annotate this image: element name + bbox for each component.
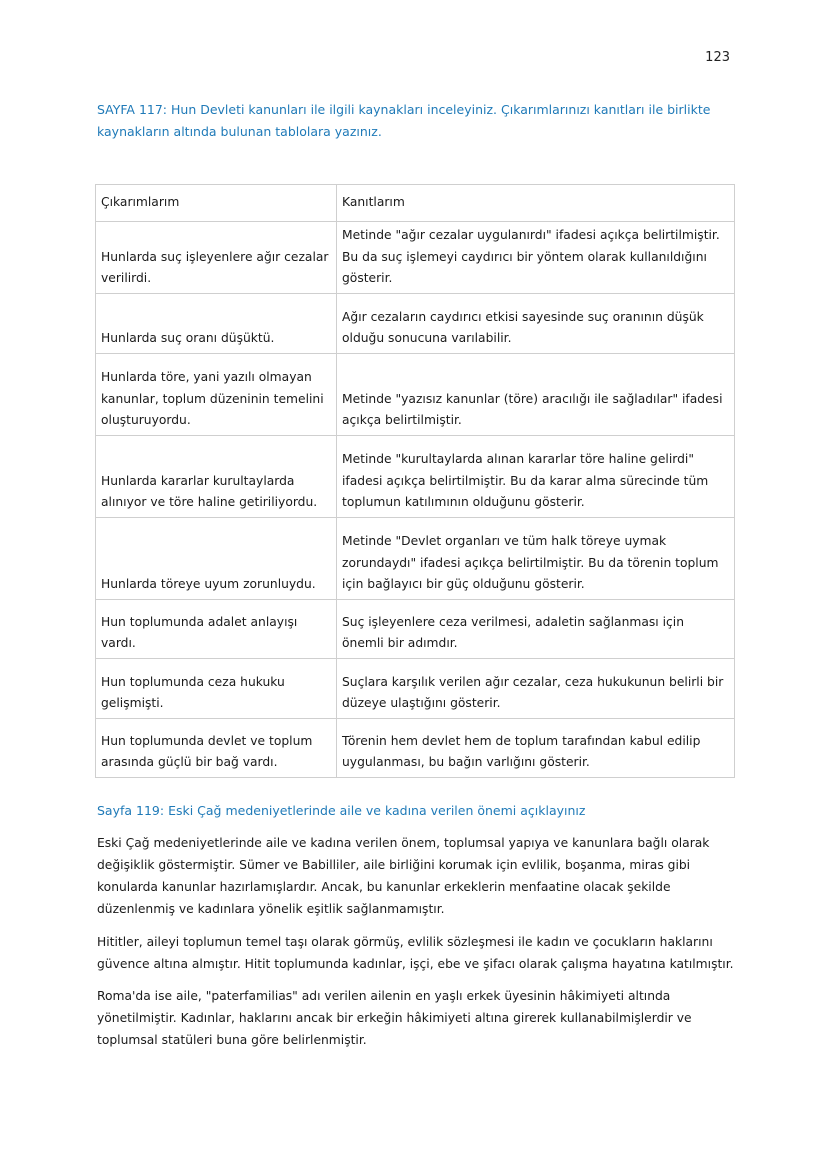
inference-cell: Hun toplumunda devlet ve toplum arasında güçlü bir bağ vardı. [96, 718, 337, 777]
page-number: 123 [705, 50, 730, 65]
table-row [96, 435, 735, 517]
inference-cell: Hunlarda kararlar kurultaylarda alınıyor ve töre haline getiriliyordu. [96, 435, 337, 517]
assignment-heading-page-119: Sayfa 119: Eski Çağ medeniyetlerinde aile ve kadına verilen önemi açıklayınız [97, 803, 586, 818]
inference-cell: Hunlarda suç işleyenlere ağır cezalar verilirdi. [96, 222, 337, 294]
evidence-cell: Suçlara karşılık verilen ağır cezalar, ceza hukukunun belirli bir düzeye ulaştığını gösterir. [337, 658, 735, 718]
evidence-cell: Metinde "kurultaylarda alınan kararlar töre haline gelirdi" ifadesi açıkça belirtilmiştir. Bu da karar alma sürecinde tüm toplumun katılımının olduğunu gösterir. [337, 435, 735, 517]
table-row [96, 599, 735, 658]
inference-cell: Hun toplumunda adalet anlayışı vardı. [96, 599, 337, 658]
paragraph: Roma'da ise aile, "paterfamilias" adı verilen ailenin en yaşlı erkek üyesinin hâkimiyeti altında yönetilmiştir. Kadınlar, haklarını ancak bir erkeğin hâkimiyeti altına girerek kullanabilmişlerdir ve toplumsal statüleri buna göre belirlenmiştir. [97, 989, 692, 1047]
inference-cell: Hun toplumunda ceza hukuku gelişmişti. [96, 658, 337, 718]
inference-cell: Hunlarda töreye uyum zorunluydu. [96, 517, 337, 599]
table-row [96, 353, 735, 435]
evidence-cell: Ağır cezaların caydırıcı etkisi sayesinde suç oranının düşük olduğu sonucuna varılabilir. [337, 293, 735, 353]
paragraph: Eski Çağ medeniyetlerinde aile ve kadına verilen önem, toplumsal yapıya ve kanunlara bağlı olarak değişiklik göstermiştir. Sümer ve Babilliler, aile birliğini korumak için evlilik, boşanma, miras gibi konularda kanunlar hazırlamışlardır. Ancak, bu kanunlar erkeklerin menfaatine olacak şekilde düzenlenmiş ve kadınlara yönelik eşitlik sağlanmamıştır. [97, 836, 710, 916]
inference-cell: Hunlarda töre, yani yazılı olmayan kanunlar, toplum düzeninin temelini oluşturuyordu. [96, 353, 337, 435]
assignment-heading-page-117: SAYFA 117: Hun Devleti kanunları ile ilgili kaynakları inceleyiniz. Çıkarımlarınızı kanıtları ile birlikte kaynakların altında bulunan tablolara yazınız. [97, 102, 711, 139]
evidence-cell: Metinde "ağır cezalar uygulanırdı" ifadesi açıkça belirtilmiştir. Bu da suç işlemeyi caydırıcı bir yöntem olarak kullanıldığını gösterir. [337, 222, 735, 294]
table-row [96, 658, 735, 718]
table-row [96, 293, 735, 353]
paragraph: Hititler, aileyi toplumun temel taşı olarak görmüş, evlilik sözleşmesi ile kadın ve çocukların haklarını güvence altına almıştır. Hitit toplumunda kadınlar, işçi, ebe ve şifacı olarak çalışma hayatına katılmıştır. [97, 935, 734, 971]
inference-evidence-table [95, 184, 735, 778]
evidence-cell: Metinde "yazısız kanunlar (töre) aracılığı ile sağladılar" ifadesi açıkça belirtilmiştir. [337, 353, 735, 435]
inference-cell: Hunlarda suç oranı düşüktü. [96, 293, 337, 353]
evidence-cell: Metinde "Devlet organları ve tüm halk töreye uymak zorundaydı" ifadesi açıkça belirtilmiştir. Bu da törenin toplum için bağlayıcı bir güç olduğunu gösterir. [337, 517, 735, 599]
column-header-inferences: Çıkarımlarım [96, 185, 337, 222]
column-header-evidence: Kanıtlarım [337, 185, 735, 222]
table-row [96, 718, 735, 777]
evidence-cell: Suç işleyenlere ceza verilmesi, adaletin sağlanması için önemli bir adımdır. [337, 599, 735, 658]
table-header-row [96, 185, 735, 222]
table-row [96, 517, 735, 599]
evidence-cell: Törenin hem devlet hem de toplum tarafından kabul edilip uygulanması, bu bağın varlığını gösterir. [337, 718, 735, 777]
table-row [96, 222, 735, 294]
